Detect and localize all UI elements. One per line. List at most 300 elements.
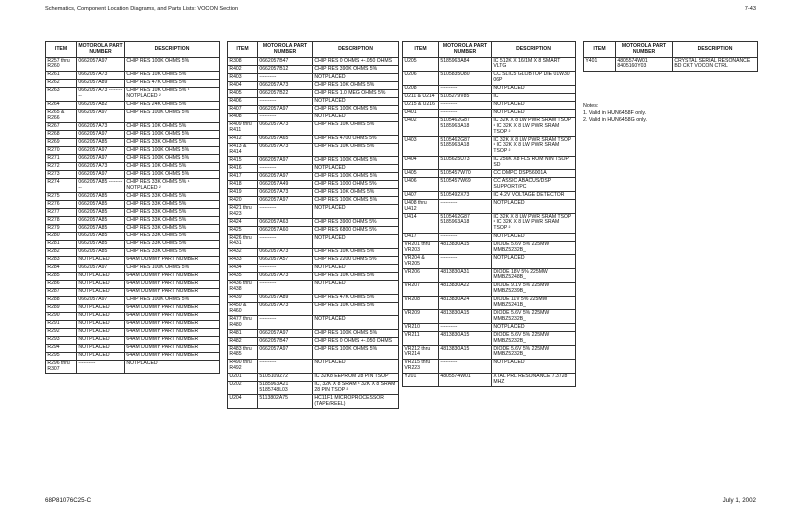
part-number-cell: NOTPLACED: [77, 280, 125, 288]
table-row: [46, 264, 220, 272]
item-cell: VR206: [403, 269, 439, 283]
part-number-cell: ----------: [439, 109, 492, 117]
description-cell: 64AM DUMMY PART NUMBER: [125, 344, 220, 352]
part-number-cell: 5105835U80: [439, 71, 492, 85]
item-cell: R295: [46, 352, 77, 360]
item-cell: R433: [228, 256, 258, 264]
description-cell: CHIP RES 33K OHMS 5%: [125, 216, 220, 224]
item-cell: R482: [228, 338, 258, 346]
description-cell: NOTPLACED: [125, 360, 220, 374]
description-cell: CHIP RES 10K OHMS 5%: [313, 189, 399, 197]
description-cell: CHIP RES 33K OHMS 5%: [125, 200, 220, 208]
description-cell: CHIP RES 100K OHMS 5%: [313, 197, 399, 205]
part-number-cell: 0662057B47: [258, 58, 313, 66]
description-cell: CHIP RES 33K OHMS 5% ¹ NOTPLACED ²: [125, 179, 220, 193]
description-cell: NOTPLACED: [313, 235, 399, 249]
part-number-cell: NOTPLACED: [77, 352, 125, 360]
table-row: [46, 224, 220, 232]
col-item: ITEM: [403, 42, 439, 58]
part-number-cell: ----------: [439, 255, 492, 269]
item-cell: R288: [46, 296, 77, 304]
table-row: [403, 310, 576, 324]
table-row: [403, 137, 576, 157]
description-cell: CHIP RES 100K OHMS 5%: [313, 173, 399, 181]
table-row: [46, 155, 220, 163]
table-row: [403, 200, 576, 214]
description-cell: CHIP RES 10K OHMS 5%: [125, 123, 220, 131]
part-number-cell: 0662057A85 ----------: [77, 179, 125, 193]
item-cell: VR215 thru VR223: [403, 359, 439, 373]
item-cell: U202: [228, 381, 258, 395]
table-row: [228, 264, 399, 272]
table-row: [46, 163, 220, 171]
item-cell: R278: [46, 216, 77, 224]
part-number-cell: ----------: [258, 359, 313, 373]
item-cell: VR211: [403, 332, 439, 346]
item-cell: U201: [228, 373, 258, 381]
table-row: [228, 248, 399, 256]
description-cell: CC SLIC5 GLOBTOP DIE 01W30 06P: [492, 71, 576, 85]
description-cell: NOTPLACED: [492, 359, 576, 373]
description-cell: CHIP RES 390K OHMS 5%: [313, 65, 399, 73]
table-row: [228, 338, 399, 346]
description-cell: CHIP RES 100K OHMS 5%: [125, 131, 220, 139]
item-cell: VR208: [403, 296, 439, 310]
notes-heading: Notes:: [583, 103, 599, 109]
part-number-cell: 0662057A97: [258, 157, 313, 165]
item-cell: R403: [228, 73, 258, 81]
table-row: [403, 233, 576, 241]
note-item: 2. Valid in HUN6458G only.: [583, 117, 647, 124]
description-cell: IC 256K X8 FLS ROM NIN TSOP SD: [492, 156, 576, 170]
description-cell: NOTPLACED: [313, 165, 399, 173]
description-cell: DIODE 5.6V 5% 225MW MMBZ5232B_: [492, 241, 576, 255]
part-number-cell: ----------: [258, 73, 313, 81]
item-cell: U205: [403, 58, 439, 72]
table-row: [403, 359, 576, 373]
description-cell: CHIP RES 100K OHMS 5%: [125, 155, 220, 163]
description-cell: CHIP RES 33K OHMS 5%: [125, 192, 220, 200]
item-cell: U206: [403, 71, 439, 85]
table-row: [228, 173, 399, 181]
table-row: [46, 139, 220, 147]
part-number-cell: 0662057A85: [77, 216, 125, 224]
part-number-cell: 4813830A22: [439, 282, 492, 296]
part-number-cell: NOTPLACED: [77, 336, 125, 344]
table-row: [403, 109, 576, 117]
item-cell: R287: [46, 288, 77, 296]
description-cell: HC11F1 MICROPROCESSOR (TAPE/REEL): [313, 395, 399, 409]
part-number-cell: 4805574W01: [439, 373, 492, 387]
table-row: [46, 336, 220, 344]
part-number-cell: 0662057A85: [77, 224, 125, 232]
description-cell: CHIP RES 100K OHMS 5%: [125, 58, 220, 72]
item-cell: VR209: [403, 310, 439, 324]
part-number-cell: 0662057A97: [258, 330, 313, 338]
item-cell: R264: [46, 101, 77, 109]
part-number-cell: 0662057A97: [77, 296, 125, 304]
part-number-cell: 5105462G87 5185963A18: [439, 117, 492, 137]
part-number-cell: 4813830A24: [439, 296, 492, 310]
part-number-cell: 0662057A97: [77, 155, 125, 163]
table-row: [228, 235, 399, 249]
part-number-cell: 0662057A73: [258, 189, 313, 197]
table-row: [46, 288, 220, 296]
description-cell: DIODE 5.6V 5% 225MW MMBZ5232B_: [492, 332, 576, 346]
table-row: [403, 93, 576, 101]
item-cell: R426 thru R431: [228, 235, 258, 249]
item-cell: R265 & R266: [46, 109, 77, 123]
table-row: [46, 171, 220, 179]
part-number-cell: NOTPLACED: [77, 272, 125, 280]
part-number-cell: 0662057A73: [258, 81, 313, 89]
item-cell: U414: [403, 213, 439, 233]
part-number-cell: ----------: [258, 316, 313, 330]
col-part-number: MOTOROLA PART NUMBER: [77, 42, 125, 58]
description-cell: 64AM DUMMY PART NUMBER: [125, 352, 220, 360]
item-cell: R416: [228, 165, 258, 173]
description-cell: CHIP RES 10K OHMS 5%: [313, 143, 399, 157]
part-number-cell: NOTPLACED: [77, 256, 125, 264]
part-number-cell: 4813830A15: [439, 310, 492, 324]
description-cell: CHIP RES 10K OHMS 5%: [125, 163, 220, 171]
description-cell: IC 32K X 8 LW PWR SRAM TSOP ¹ IC 32K X 8 LW PWR SRAM TSOP ²: [492, 137, 576, 157]
description-cell: CHIP RES 100K OHMS 5%: [125, 264, 220, 272]
part-number-cell: 0662057A65: [258, 135, 313, 143]
description-cell: DIODE 11V 5% 225MW MMBZ5241B_: [492, 296, 576, 310]
table-row: [403, 101, 576, 109]
part-number-cell: 0662057A89: [77, 79, 125, 87]
part-number-cell: ----------: [439, 233, 492, 241]
description-cell: CHIP RES 10K OHMS 5%: [313, 302, 399, 316]
table-row: [46, 272, 220, 280]
part-number-cell: 0662057A73: [258, 272, 313, 280]
table-row: [228, 65, 399, 73]
item-cell: R404: [228, 81, 258, 89]
table-row: [228, 121, 399, 135]
item-cell: U407: [403, 192, 439, 200]
col-part-number: MOTOROLA PART NUMBER: [439, 42, 492, 58]
table-row: [46, 312, 220, 320]
part-number-cell: ----------: [439, 85, 492, 93]
description-cell: CHIP RES 3900 OHMS 5%: [313, 219, 399, 227]
item-cell: R275: [46, 192, 77, 200]
part-number-cell: 0662057A85: [77, 192, 125, 200]
part-number-cell: 5105492X73: [439, 192, 492, 200]
page-date: July 1, 2002: [722, 497, 756, 504]
item-cell: U405: [403, 170, 439, 178]
table-row: [584, 58, 758, 72]
description-cell: CHIP RES 33K OHMS 5%: [125, 232, 220, 240]
description-cell: NOTPLACED: [313, 113, 399, 121]
item-cell: R415: [228, 157, 258, 165]
part-number-cell: NOTPLACED: [77, 328, 125, 336]
description-cell: DIODE 5.6V 5% 225MW MMBZ5232B_: [492, 310, 576, 324]
part-number-cell: ----------: [258, 205, 313, 219]
description-cell: CHIP RES 100K OHMS 5%: [125, 171, 220, 179]
item-cell: R277: [46, 208, 77, 216]
item-cell: R267: [46, 123, 77, 131]
part-number-cell: 5105462G87 5185963A18: [439, 137, 492, 157]
table-row: [46, 256, 220, 264]
page-header-title: Schematics, Component Location Diagrams, and Parts Lists: VOCON Section: [45, 6, 239, 12]
part-number-cell: 0662057A97: [77, 171, 125, 179]
table-row: [403, 178, 576, 192]
part-number-cell: 0662057A85: [77, 208, 125, 216]
part-number-cell: 0662057A97: [77, 131, 125, 139]
part-number-cell: 0662057A49: [258, 181, 313, 189]
parts-table-1: [45, 41, 220, 374]
item-cell: R420: [228, 197, 258, 205]
item-cell: R262: [46, 79, 77, 87]
description-cell: NOTPLACED: [313, 97, 399, 105]
table-row: [228, 256, 399, 264]
part-number-cell: 4813830A15: [439, 332, 492, 346]
part-number-cell: 0662057B47: [258, 338, 313, 346]
part-number-cell: 0662057A97: [77, 147, 125, 155]
part-number-cell: 0662057A82: [77, 101, 125, 109]
description-cell: NOTPLACED: [313, 280, 399, 294]
col-description: DESCRIPTION: [673, 42, 758, 58]
item-cell: U208: [403, 85, 439, 93]
item-cell: R276: [46, 200, 77, 208]
table-row: [228, 395, 399, 409]
table-row: [228, 359, 399, 373]
item-cell: R273: [46, 171, 77, 179]
table-row: [46, 216, 220, 224]
item-cell: U403: [403, 137, 439, 157]
item-cell: R263: [46, 87, 77, 101]
item-cell: R408: [228, 113, 258, 121]
item-cell: R281: [46, 240, 77, 248]
table-row: [228, 97, 399, 105]
description-cell: IC 32K X 8 LW PWR SRAM TSOP ¹ IC 32K X 8 LW PWR SRAM TSOP ²: [492, 213, 576, 233]
item-cell: R269: [46, 139, 77, 147]
item-cell: R261: [46, 71, 77, 79]
item-cell: R292: [46, 328, 77, 336]
description-cell: CHIP RES 10K OHMS 5%: [313, 248, 399, 256]
table-row: [403, 373, 576, 387]
description-cell: CHIP RES 33K OHMS 5%: [125, 240, 220, 248]
item-cell: R477 thru R480: [228, 316, 258, 330]
item-cell: U204: [228, 395, 258, 409]
description-cell: 64AM DUMMY PART NUMBER: [125, 304, 220, 312]
table-row: [403, 255, 576, 269]
description-cell: 64AM DUMMY PART NUMBER: [125, 328, 220, 336]
table-row: [403, 85, 576, 93]
part-number-cell: NOTPLACED: [77, 304, 125, 312]
table-row: [228, 189, 399, 197]
table-row: [46, 179, 220, 193]
description-cell: 64AM DUMMY PART NUMBER: [125, 320, 220, 328]
part-number-cell: 0662057A85: [77, 248, 125, 256]
table-row: [46, 71, 220, 79]
table-row: [46, 123, 220, 131]
description-cell: CHIP RES 47K OHMS 5%: [313, 294, 399, 302]
table-row: [228, 280, 399, 294]
table-row: [403, 269, 576, 283]
item-cell: U215 & U216: [403, 101, 439, 109]
table-row: [403, 324, 576, 332]
item-cell: VR207: [403, 282, 439, 296]
item-cell: R289: [46, 304, 77, 312]
item-cell: R280: [46, 232, 77, 240]
item-cell: U211 & U214: [403, 93, 439, 101]
table-row: [46, 79, 220, 87]
part-number-cell: NOTPLACED: [77, 288, 125, 296]
part-number-cell: 5185963A84: [439, 58, 492, 72]
part-number-cell: 4813830A31: [439, 269, 492, 283]
description-cell: NOTPLACED: [492, 255, 576, 269]
part-number-cell: 0662057A85: [77, 240, 125, 248]
description-cell: CHIP RES 33K OHMS 5%: [125, 224, 220, 232]
table-row: [228, 143, 399, 157]
part-number-cell: 5185963A21 5185748L03: [258, 381, 313, 395]
item-cell: R402: [228, 65, 258, 73]
table-row: [228, 373, 399, 381]
item-cell: R432: [228, 248, 258, 256]
item-cell: U406: [403, 178, 439, 192]
table-row: [228, 105, 399, 113]
part-number-cell: 5105457W69: [439, 178, 492, 192]
table-row: [228, 81, 399, 89]
table-row: [46, 109, 220, 123]
table-row: [46, 147, 220, 155]
col-part-number: MOTOROLA PART NUMBER: [616, 42, 673, 58]
part-number-cell: 0662057A97: [77, 58, 125, 72]
description-cell: CRYSTAL SERIAL RESONANCE BD CKT VOCON CTRL: [673, 58, 758, 72]
part-number-cell: 0662057B22: [258, 89, 313, 97]
table-row: [403, 345, 576, 359]
item-cell: R407: [228, 105, 258, 113]
description-cell: CHIP RES 10K OHMS 5%: [125, 71, 220, 79]
parts-table-2: [227, 41, 399, 409]
description-cell: NOTPLACED: [313, 316, 399, 330]
description-cell: CHIP RES 24K OHMS 5%: [125, 101, 220, 109]
document-number: 68P81076C25-C: [45, 497, 92, 504]
description-cell: CHIP RES 10K OHMS 5%: [313, 121, 399, 135]
item-cell: R419: [228, 189, 258, 197]
description-cell: CC ASSIC ABACUS/DSP SUPPORT/PC: [492, 178, 576, 192]
part-number-cell: ----------: [258, 113, 313, 121]
item-cell: R279: [46, 224, 77, 232]
table-row: [228, 330, 399, 338]
item-cell: VR204 & VR205: [403, 255, 439, 269]
notes-block: [583, 103, 733, 125]
item-cell: R418: [228, 181, 258, 189]
table-row: [46, 192, 220, 200]
table-row: [46, 232, 220, 240]
part-number-cell: ----------: [258, 280, 313, 294]
item-cell: R436 thru R438: [228, 280, 258, 294]
item-cell: R308: [228, 58, 258, 66]
description-cell: DIODE 5.6V 5% 225MW MMBZ5232B_: [492, 345, 576, 359]
item-cell: R406: [228, 97, 258, 105]
description-cell: CHIP RES 6800 OHMS 5%: [313, 227, 399, 235]
table-row: [228, 381, 399, 395]
table-row: [46, 58, 220, 72]
table-row: [403, 170, 576, 178]
table-row: [46, 101, 220, 109]
part-number-cell: 0662057A63: [258, 219, 313, 227]
description-cell: CHIP RES 100K OHMS 5%: [125, 147, 220, 155]
item-cell: Y201: [403, 373, 439, 387]
part-number-cell: 0662057A73: [77, 71, 125, 79]
part-number-cell: ----------: [439, 200, 492, 214]
description-cell: 64AM DUMMY PART NUMBER: [125, 272, 220, 280]
description-cell: NOTPLACED: [313, 205, 399, 219]
item-cell: R272: [46, 163, 77, 171]
description-cell: NOTPLACED: [492, 85, 576, 93]
col-part-number: MOTOROLA PART NUMBER: [258, 42, 313, 58]
note-item: 1. Valid in HUN6458F only.: [583, 110, 647, 117]
table-row: [46, 352, 220, 360]
table-row: [228, 227, 399, 235]
description-cell: CHIP RES 10K OHMS 5%: [313, 272, 399, 280]
item-cell: R257 thru R260: [46, 58, 77, 72]
table-row: [403, 58, 576, 72]
description-cell: NOTPLACED: [313, 264, 399, 272]
item-cell: R417: [228, 173, 258, 181]
item-cell: R283: [46, 256, 77, 264]
col-description: DESCRIPTION: [492, 42, 576, 58]
part-number-cell: 5105109Z72: [258, 373, 313, 381]
part-number-cell: 0662057A97: [258, 173, 313, 181]
item-cell: R490 thru R492: [228, 359, 258, 373]
table-row: [403, 213, 576, 233]
description-cell: CC DMPC DSP56001A: [492, 170, 576, 178]
part-number-cell: 0662057A97: [77, 264, 125, 272]
table-row: [228, 346, 399, 360]
description-cell: 64AM DUMMY PART NUMBER: [125, 312, 220, 320]
description-cell: 64AM DUMMY PART NUMBER: [125, 256, 220, 264]
item-cell: R270: [46, 147, 77, 155]
part-number-cell: 0662057A73: [77, 123, 125, 131]
description-cell: DIODE 9.1V 5% 225MW MMBZ5239B_: [492, 282, 576, 296]
item-cell: U402: [403, 117, 439, 137]
part-number-cell: 0662057A73: [258, 143, 313, 157]
table-row: [46, 304, 220, 312]
table-row: [46, 320, 220, 328]
item-cell: R294: [46, 344, 77, 352]
col-item: ITEM: [228, 42, 258, 58]
description-cell: IC 512K X 16/1M X 8 SMART VLTG: [492, 58, 576, 72]
table-row: [228, 89, 399, 97]
part-number-cell: ----------: [258, 264, 313, 272]
description-cell: NOTPLACED: [313, 359, 399, 373]
part-number-cell: 0662057A73: [258, 248, 313, 256]
description-cell: CHIP RES 100K OHMS 5%: [125, 296, 220, 304]
item-cell: U417: [403, 233, 439, 241]
item-cell: R271: [46, 155, 77, 163]
part-number-cell: 0662057A85: [77, 200, 125, 208]
part-number-cell: 5105279V85: [439, 93, 492, 101]
description-cell: CHIP RES 0 OHMS +-.050 OHMS: [313, 58, 399, 66]
table-row: [403, 282, 576, 296]
table-row: [228, 219, 399, 227]
description-cell: IC, 32K X 8 SRAM ¹ 32K X 8 SRAM 28 PIN TSOP ²: [313, 381, 399, 395]
description-cell: NOTPLACED: [492, 200, 576, 214]
col-item: ITEM: [584, 42, 616, 58]
table-row: [46, 328, 220, 336]
part-number-cell: NOTPLACED: [77, 344, 125, 352]
table-row: [46, 296, 220, 304]
parts-table-3: [402, 41, 576, 387]
table-row: [228, 316, 399, 330]
table-row: [403, 192, 576, 200]
item-cell: R424: [228, 219, 258, 227]
part-number-cell: 0662057A73: [77, 163, 125, 171]
